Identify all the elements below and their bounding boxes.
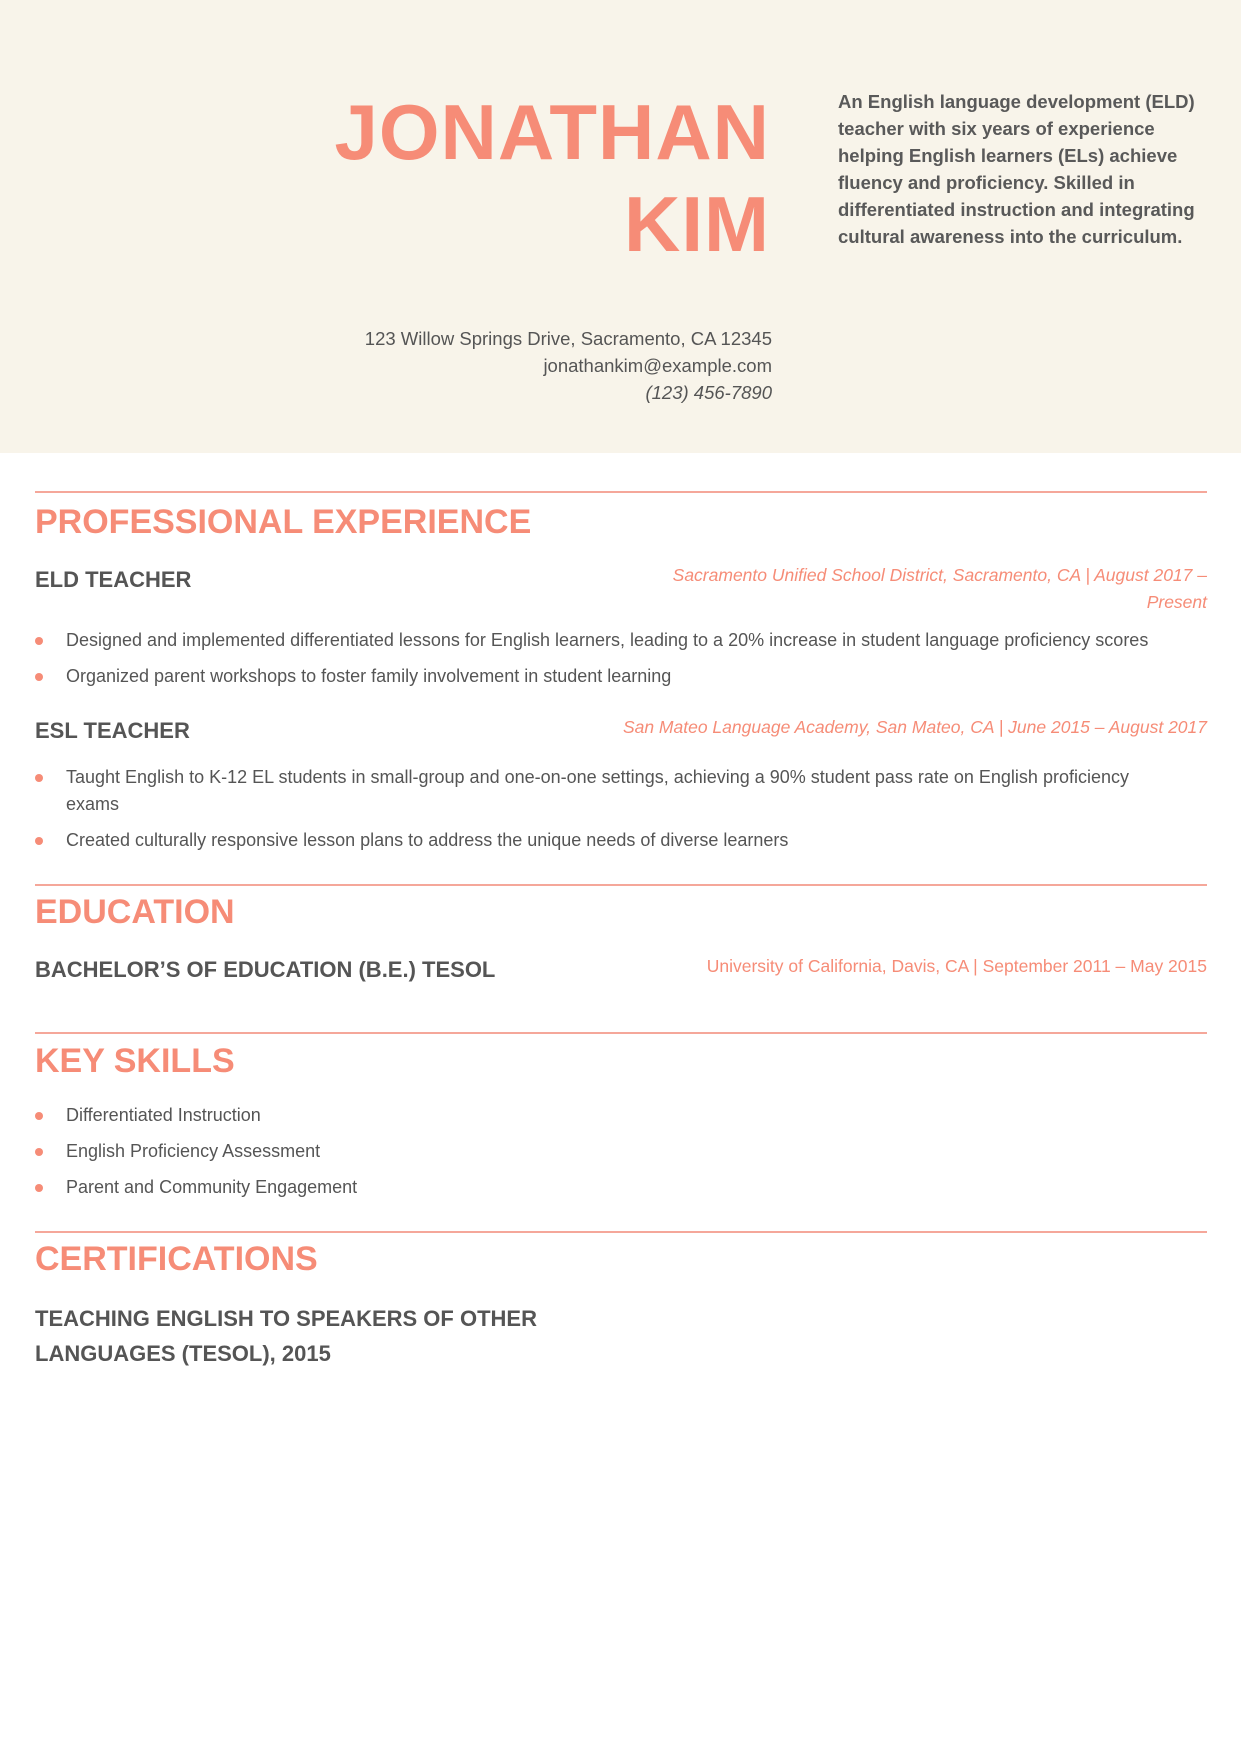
degree-title: BACHELOR’S OF EDUCATION (B.E.) TESOL [35,957,496,982]
eld-bullet-list [35,627,1207,699]
bullet-icon [35,837,43,845]
education-heading: EDUCATION [35,893,235,931]
skill-text: Differentiated Instruction [66,1105,261,1125]
contact-email: jonathankim@example.com [543,355,772,376]
bullet-icon [35,637,43,645]
section-divider [35,1032,1207,1034]
experience-heading: PROFESSIONAL EXPERIENCE [35,503,532,541]
bullet-icon [35,1148,43,1156]
list-item [35,764,1207,818]
list-item [35,627,1207,654]
certification-line1: TEACHING ENGLISH TO SPEAKERS OF OTHER [35,1306,537,1331]
skill-text: English Proficiency Assessment [66,1141,321,1161]
bullet-text: Created culturally responsive lesson plans to address the unique needs of diverse learners [66,830,789,850]
bullet-text: Designed and implemented differentiated lessons for English learners, leading to a 20% increase in student language proficiency scores [66,630,1149,650]
profile-summary: An English language development (ELD) teacher with six years of experience helping English learners (ELs) achieve fluency and proficiency. Skilled in differentiated instruction and integrating cultural awareness into the curriculum. [838,91,1195,247]
esl-bullet-list [35,764,1207,863]
list-item [35,827,1207,854]
certifications-heading: CERTIFICATIONS [35,1240,318,1278]
bullet-icon [35,1112,43,1120]
job-meta-eld-line1: Sacramento Unified School District, Sacramento, CA | August 2017 – [672,565,1207,585]
job-meta-eld-line2: Present [1146,592,1207,612]
bullet-text: Taught English to K-12 EL students in small-group and one-on-one settings, achieving a 90% student pass rate on English proficiency exams [66,767,1129,814]
job-meta-esl: San Mateo Language Academy, San Mateo, CA | June 2015 – August 2017 [622,717,1207,737]
section-divider [35,1231,1207,1233]
section-divider [35,491,1207,493]
bullet-icon [35,1184,43,1192]
list-item [35,663,1207,690]
bullet-icon [35,673,43,681]
list-item [35,1174,1207,1201]
contact-phone: (123) 456-7890 [645,382,772,403]
list-item [35,1138,1207,1165]
section-divider [35,884,1207,886]
skills-heading: KEY SKILLS [35,1042,235,1080]
certification-line2: LANGUAGES (TESOL), 2015 [35,1341,331,1366]
skill-text: Parent and Community Engagement [66,1177,358,1197]
resume-header [0,0,1241,453]
bullet-icon [35,774,43,782]
last-name: KIM [624,180,770,268]
skills-list [35,1102,1207,1210]
job-title-eld: ELD TEACHER [35,567,192,592]
bullet-text: Organized parent workshops to foster family involvement in student learning [66,666,672,686]
job-title-esl: ESL TEACHER [35,718,190,743]
degree-meta: University of California, Davis, CA | September 2011 – May 2015 [706,956,1207,976]
contact-address: 123 Willow Springs Drive, Sacramento, CA 12345 [364,328,772,349]
first-name: JONATHAN [334,88,770,176]
list-item [35,1102,1207,1129]
